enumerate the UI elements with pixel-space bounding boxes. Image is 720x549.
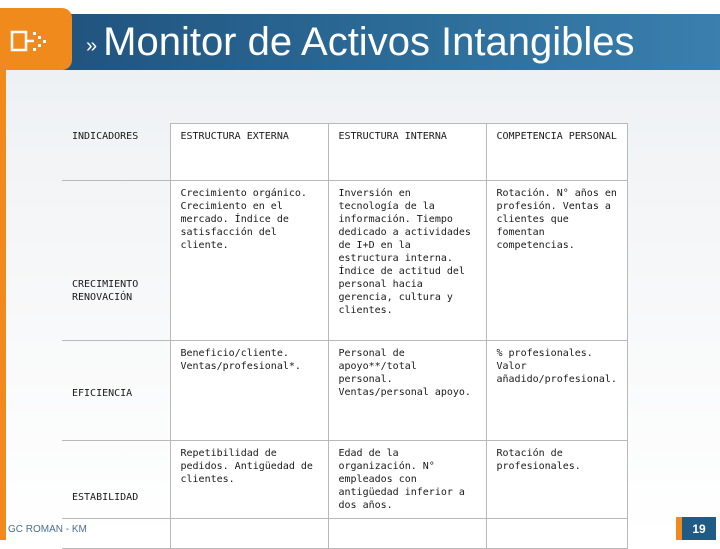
cell-interna: Edad de la organización. N° empleados con antigüedad inferior a dos años. (328, 441, 486, 519)
row-label-eficiencia: EFICIENCIA (62, 341, 170, 441)
title-area (86, 14, 635, 70)
table-row (62, 441, 627, 519)
row-label-crecimiento: CRECIMIENTO RENOVACIÓN (62, 181, 170, 341)
col-header-interna: ESTRUCTURA INTERNA (328, 124, 486, 181)
col-header-externa: ESTRUCTURA EXTERNA (170, 124, 328, 181)
cell-interna: Personal de apoyo**/total personal. Ventas/personal apoyo. (328, 341, 486, 441)
cell-competencia: Rotación de profesionales. (486, 441, 627, 519)
cell-externa: Repetibilidad de pedidos. Antigüedad de clientes. (170, 441, 328, 519)
logo-icon (10, 27, 50, 55)
empty-cell (486, 519, 627, 549)
title-marker: » (86, 34, 98, 57)
page-number: 19 (682, 517, 716, 540)
page-title: Monitor de Activos Intangibles (103, 19, 635, 64)
table-header-row (62, 124, 627, 181)
indicators-table (62, 123, 628, 549)
cell-competencia: % profesionales. Valor añadido/profesional. (486, 341, 627, 441)
cell-externa: Beneficio/cliente. Ventas/profesional*. (170, 341, 328, 441)
table-row (62, 181, 627, 341)
table-row-empty (62, 519, 627, 549)
top-strip (0, 0, 720, 14)
col-header-indicadores: INDICADORES (62, 124, 170, 181)
cell-externa: Crecimiento orgánico. Crecimiento en el mercado. Índice de satisfacción del cliente. (170, 181, 328, 341)
cell-competencia: Rotación. N° años en profesión. Ventas a clientes que fomentan competencias. (486, 181, 627, 341)
logo-tile (0, 8, 72, 70)
table-row (62, 341, 627, 441)
empty-cell (328, 519, 486, 549)
cell-interna: Inversión en tecnología de la información. Tiempo dedicado a actividades de I+D en la estructura interna. Índice de actitud del personal hacia gerencia, cultura y clientes. (328, 181, 486, 341)
empty-cell (170, 519, 328, 549)
row-label-estabilidad: ESTABILIDAD (62, 441, 170, 519)
col-header-competencia: COMPETENCIA PERSONAL (486, 124, 627, 181)
footer-label: GC ROMAN - KM (8, 524, 87, 535)
